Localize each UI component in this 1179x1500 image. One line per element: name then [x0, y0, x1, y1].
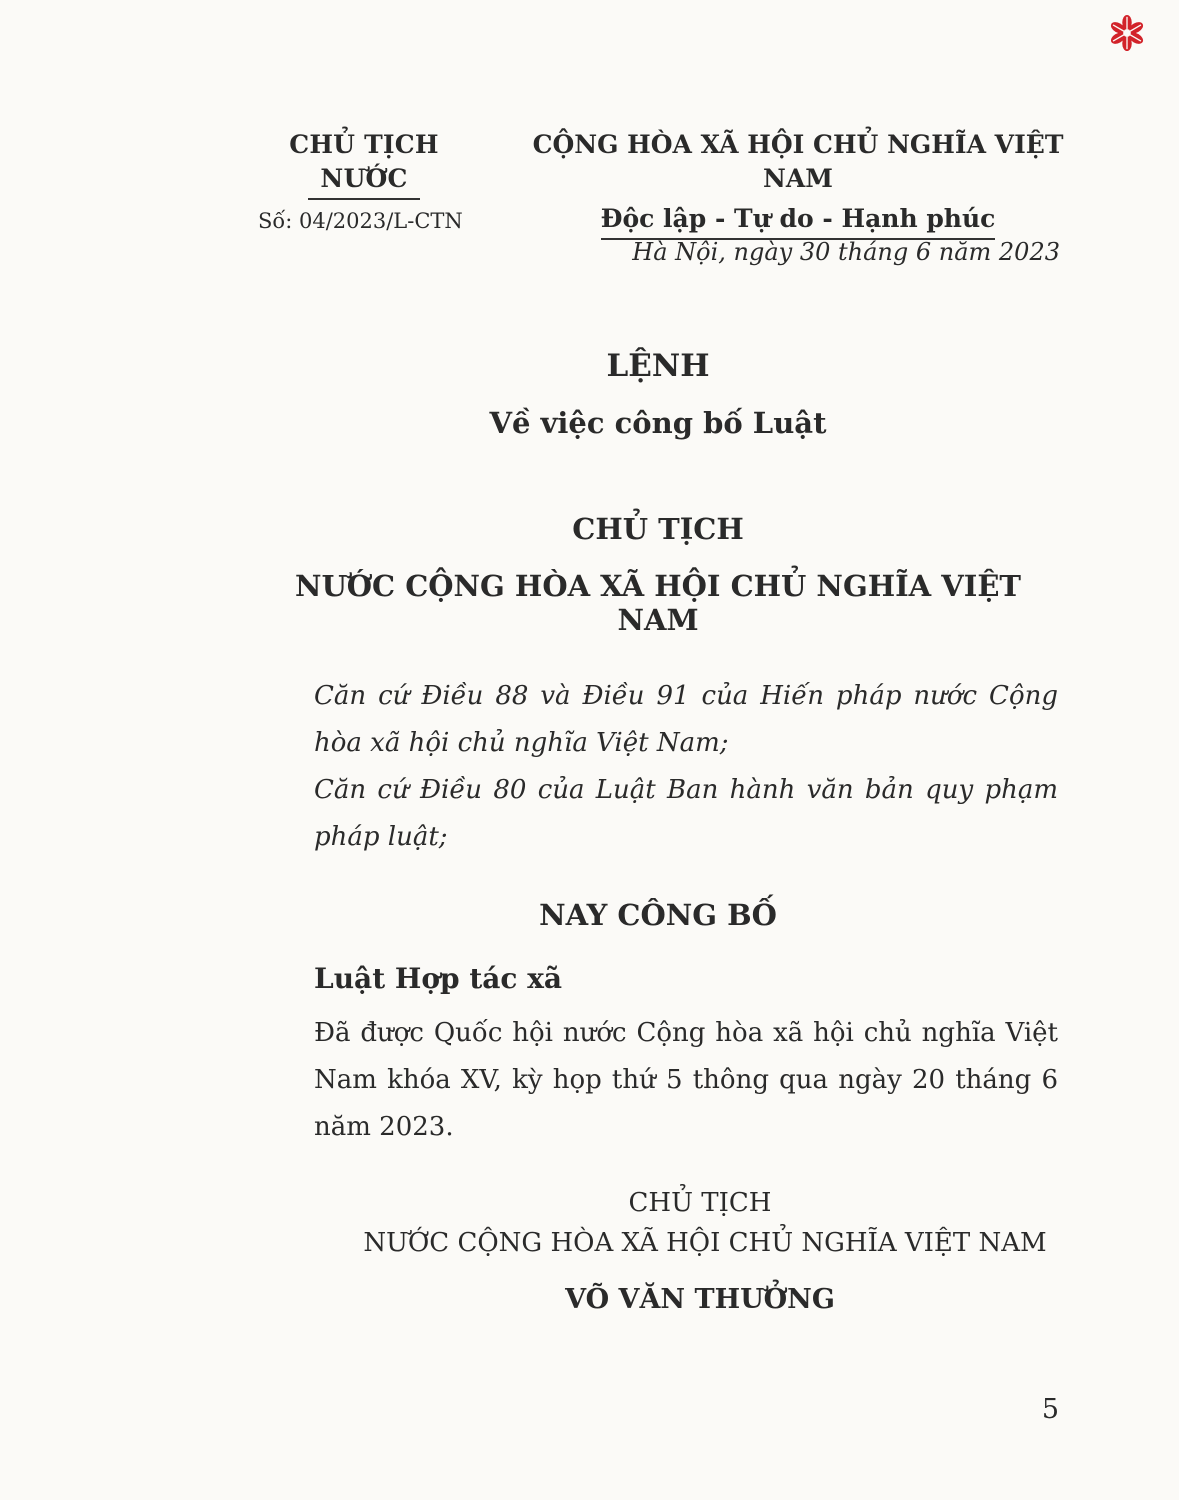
page-number: 5 [1041, 1394, 1059, 1425]
red-flower-logo-icon [1108, 14, 1146, 52]
passed-paragraph [258, 1010, 1058, 1151]
document-subtitle: Về việc công bố Luật [489, 406, 827, 440]
date-line: Hà Nội, ngày 30 tháng 6 năm 2023 [632, 238, 1060, 266]
issuer-name: CHỦ TỊCH NƯỚC [289, 130, 439, 193]
national-heading-block [528, 128, 1068, 240]
president-title-line2: NƯỚC CỘNG HÒA XÃ HỘI CHỦ NGHĨA VIỆT NAM [294, 569, 1022, 637]
law-name: Luật Hợp tác xã [314, 962, 563, 995]
president-title-line1: CHỦ TỊCH [572, 512, 744, 546]
issuer-underline [308, 198, 420, 200]
passed-text: Đã được Quốc hội nước Cộng hòa xã hội chủ nghĩa Việt Nam khóa XV, kỳ họp thứ 5 thông qua ngày 20 tháng 6 năm 2023. [314, 1018, 1058, 1142]
signature-title-line1: CHỦ TỊCH [628, 1188, 772, 1218]
signature-title-line2: NƯỚC CỘNG HÒA XÃ HỘI CHỦ NGHĨA VIỆT NAM [363, 1228, 1047, 1258]
issuer-block [258, 128, 470, 236]
announce-heading: NAY CÔNG BỐ [539, 898, 777, 932]
basis-paragraph-1 [258, 673, 1058, 767]
basis-paragraph-2 [258, 767, 1058, 861]
basis-text-2: Căn cứ Điều 80 của Luật Ban hành văn bản quy phạm pháp luật; [314, 775, 1058, 852]
basis-text-1: Căn cứ Điều 88 và Điều 91 của Hiến pháp nước Cộng hòa xã hội chủ nghĩa Việt Nam; [314, 681, 1058, 758]
national-motto: Độc lập - Tự do - Hạnh phúc [601, 202, 996, 240]
document-title: LỆNH [606, 348, 710, 384]
nation-name: CỘNG HÒA XÃ HỘI CHỦ NGHĨA VIỆT NAM [532, 130, 1064, 193]
signer-name: VÕ VĂN THƯỞNG [565, 1284, 835, 1315]
document-number: Số: 04/2023/L-CTN [258, 209, 463, 233]
